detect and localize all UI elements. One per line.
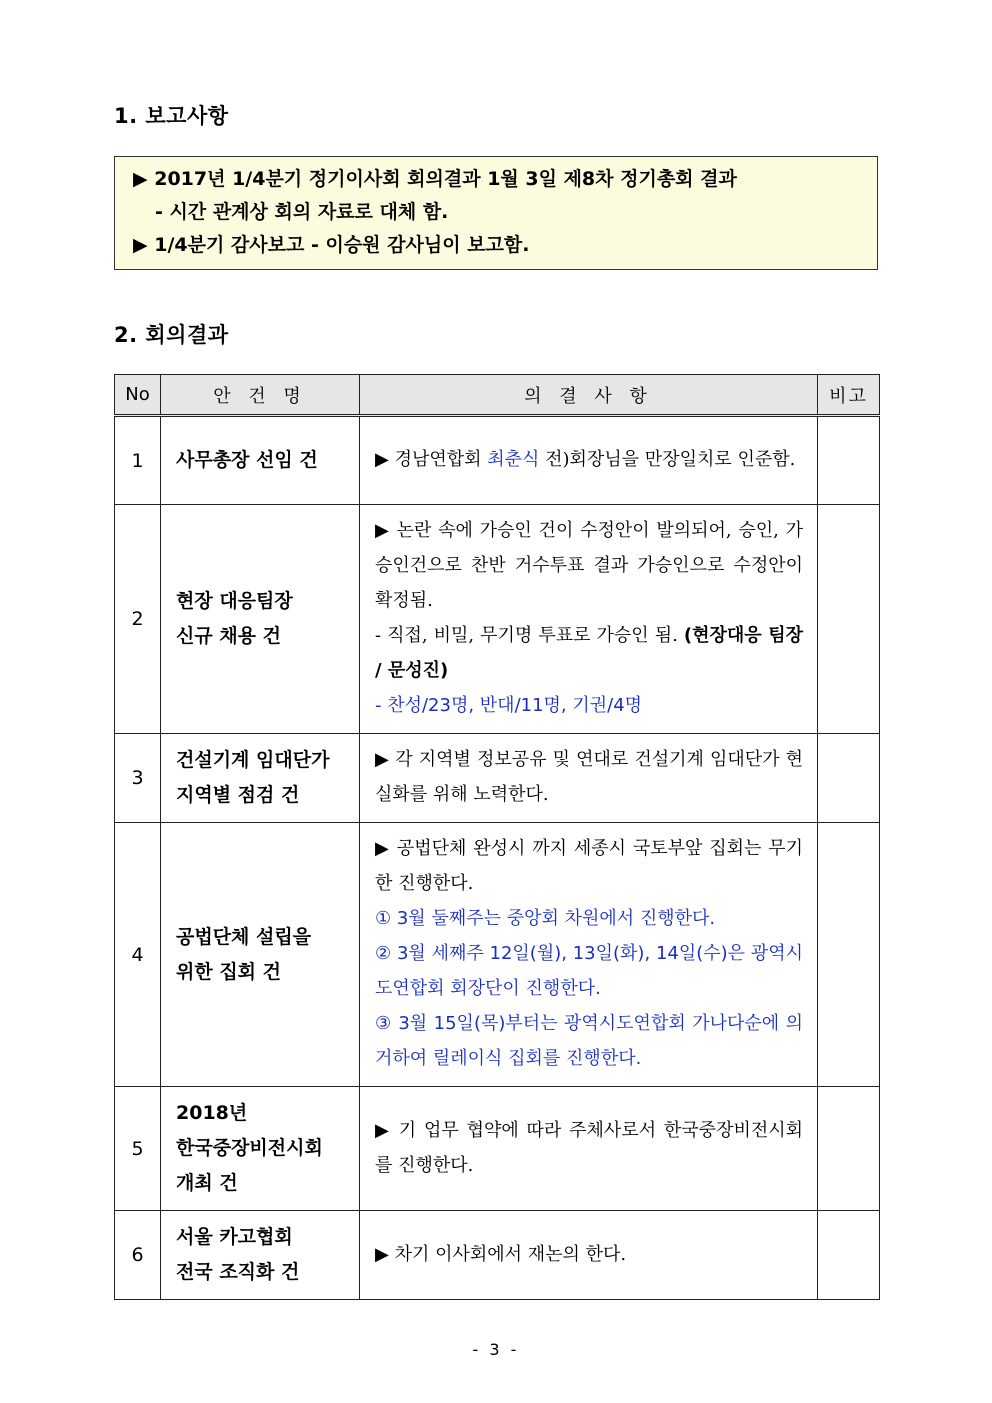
result-cell <box>360 1087 818 1211</box>
schedule-item: ② 3월 세째주 12일(월), 13일(화), 14일(수)은 광역시도연합회 회장단이 진행한다. <box>375 943 803 999</box>
agenda-cell <box>161 1211 360 1300</box>
result-subtext: - 직접, 비밀, 무기명 투표로 가승인 됨. <box>375 625 684 646</box>
note-cell <box>818 734 880 823</box>
agenda-line: 공법단체 설립을 <box>176 925 312 948</box>
note-cell <box>818 1087 880 1211</box>
results-table <box>114 374 880 1300</box>
table-row <box>115 416 880 505</box>
arrow-icon: ▶ <box>375 1119 391 1141</box>
note-cell <box>818 823 880 1087</box>
agenda-cell <box>161 505 360 734</box>
report-line: ▶ 2017년 1/4분기 정기이사회 회의결과 1월 3일 제8차 정기총회 결과 <box>133 168 737 190</box>
section1-title: 1. 보고사항 <box>114 104 229 128</box>
arrow-icon: ▶ <box>375 1243 389 1265</box>
result-text: 논란 속에 가승인 건이 수정안이 발의되어, 승인, 가승인건으로 찬반 거수투표 결과 가승인으로 수정안이 확정됨. <box>375 520 804 611</box>
agenda-line: 현장 대응팀장 <box>176 590 293 612</box>
header-no: No <box>115 375 161 416</box>
result-cell <box>360 1211 818 1300</box>
result-text: 차기 이사회에서 재논의 한다. <box>388 1243 627 1265</box>
report-line: ▶ 1/4분기 감사보고 - 이승원 감사님이 보고함. <box>133 234 530 256</box>
agenda-cell <box>161 416 360 505</box>
result-text: 기 업무 협약에 따라 주체사로서 한국중장비전시회를 진행한다. <box>375 1119 804 1176</box>
table-row <box>115 1211 880 1300</box>
row-number: 1 <box>115 416 161 505</box>
agenda-cell <box>161 823 360 1087</box>
agenda-line: 지역별 점검 건 <box>176 784 300 806</box>
row-number: 6 <box>115 1211 161 1300</box>
schedule-item: ③ 3월 15일(목)부터는 광역시도연합회 가나다순에 의거하여 릴레이식 집회를 진행한다. <box>375 1013 803 1069</box>
section2-title: 2. 회의결과 <box>114 323 229 347</box>
agenda-cell <box>161 734 360 823</box>
agenda-line: 서울 카고협회 <box>176 1226 293 1248</box>
highlighted-name: 최춘식 <box>487 449 540 470</box>
header-agenda: 안 건 명 <box>161 375 360 416</box>
schedule-item: ① 3월 둘째주는 중앙회 차원에서 진행한다. <box>375 908 716 929</box>
report-box <box>114 156 878 270</box>
table-row <box>115 1087 880 1211</box>
header-note: 비고 <box>818 375 880 416</box>
agenda-line: 개최 건 <box>176 1172 238 1194</box>
agenda-line: 2018년 <box>176 1102 248 1124</box>
result-cell <box>360 505 818 734</box>
result-text: 각 지역별 정보공유 및 연대로 건설기계 임대단가 현실화를 위해 노력한다. <box>375 749 803 805</box>
table-header-row <box>115 375 880 416</box>
result-cell <box>360 416 818 505</box>
result-cell <box>360 734 818 823</box>
page-number: - 3 - <box>472 1340 520 1359</box>
note-cell <box>818 505 880 734</box>
agenda-line: 사무총장 선임 건 <box>176 449 318 471</box>
result-text: 공법단체 완성시 까지 세종시 국토부앞 집회는 무기한 진행한다. <box>375 838 804 894</box>
result-text: 경남연합회 <box>388 449 488 470</box>
agenda-cell <box>161 1087 360 1211</box>
vote-result: - 찬성/23명, 반대/11명, 기권/4명 <box>375 695 643 716</box>
row-number: 4 <box>115 823 161 1087</box>
row-number: 2 <box>115 505 161 734</box>
agenda-line: 전국 조직화 건 <box>176 1261 300 1283</box>
arrow-icon: ▶ <box>375 449 389 470</box>
result-bold-text: (현장대응 팀장 / 문성진) <box>375 625 804 681</box>
table-row <box>115 734 880 823</box>
result-text: 전)회장님을 만장일치로 인준함. <box>539 449 796 470</box>
arrow-icon: ▶ <box>375 520 390 541</box>
row-number: 3 <box>115 734 161 823</box>
note-cell <box>818 416 880 505</box>
agenda-line: 위한 집회 건 <box>176 960 281 983</box>
note-cell <box>818 1211 880 1300</box>
arrow-icon: ▶ <box>375 749 390 770</box>
header-result: 의 결 사 항 <box>360 375 818 416</box>
report-line: - 시간 관계상 회의 자료로 대체 함. <box>155 201 449 223</box>
agenda-line: 건설기계 임대단가 <box>176 749 330 771</box>
table-row <box>115 823 880 1087</box>
table-row <box>115 505 880 734</box>
agenda-line: 신규 채용 건 <box>176 625 281 647</box>
result-cell <box>360 823 818 1087</box>
row-number: 5 <box>115 1087 161 1211</box>
agenda-line: 한국중장비전시회 <box>176 1137 323 1159</box>
arrow-icon: ▶ <box>375 838 390 859</box>
